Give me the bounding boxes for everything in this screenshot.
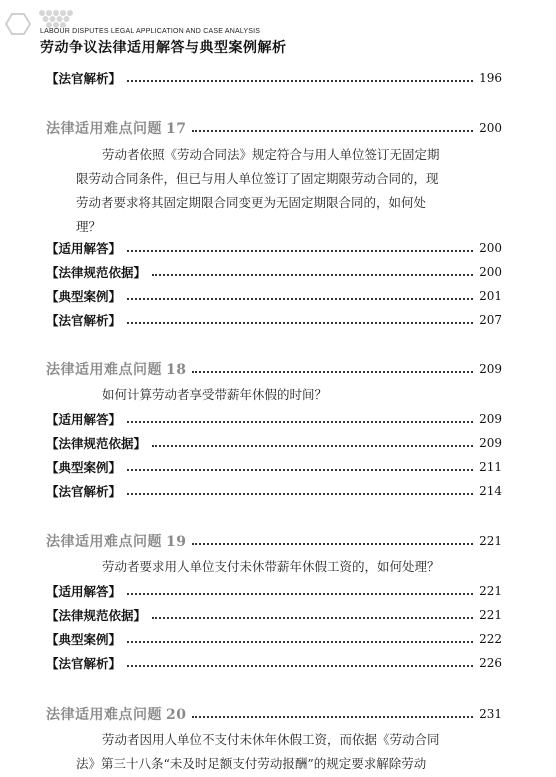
toc-page-number: 207 — [479, 313, 502, 327]
dot-leader — [127, 250, 473, 252]
dot-leader — [152, 274, 473, 276]
question-line: 劳动者要求将其固定期限合同变更为无固定期限合同的，如何处 — [76, 195, 427, 210]
toc-page-number: 231 — [479, 707, 502, 721]
toc-entry-label: 【法律规范依据】 — [46, 436, 147, 451]
toc-entry[interactable] — [46, 581, 502, 601]
section-question — [76, 728, 496, 776]
toc-entry-label: 【法官解析】 — [46, 71, 122, 86]
section-number: 20 — [166, 707, 187, 723]
toc-page-number: 209 — [479, 362, 502, 376]
dot-leader — [127, 80, 473, 82]
toc-entry[interactable] — [46, 605, 502, 625]
toc-entry[interactable] — [46, 68, 502, 88]
toc-entry-label: 【法官解析】 — [46, 656, 122, 671]
section-number: 18 — [166, 362, 187, 378]
header-english-title: LABOUR DISPUTES LEGAL APPLICATION AND CASE ANALYSIS — [40, 28, 261, 35]
toc-entry-label: 【适用解答】 — [46, 241, 122, 256]
toc-page-number: 200 — [479, 241, 502, 255]
toc-page-number: 209 — [479, 412, 502, 426]
dot-leader — [127, 322, 473, 324]
toc-page-number: 200 — [479, 121, 502, 135]
toc-entry[interactable] — [46, 238, 502, 258]
dot-leader — [127, 665, 473, 667]
toc-page-number: 209 — [479, 436, 502, 450]
dot-leader — [127, 641, 473, 643]
section-title: 法律适用难点问题 — [46, 362, 162, 378]
question-line: 理？ — [76, 219, 102, 234]
dot-leader — [127, 469, 473, 471]
toc-entry-label: 【适用解答】 — [46, 412, 122, 427]
toc-section-heading[interactable] — [46, 704, 502, 724]
toc-entry-label: 【法律规范依据】 — [46, 608, 147, 623]
toc-page-number: 196 — [479, 71, 502, 85]
dot-leader — [152, 445, 473, 447]
toc-entry-label: 【法律规范依据】 — [46, 265, 147, 280]
toc-page-number: 222 — [479, 632, 502, 646]
toc-page-number: 201 — [479, 289, 502, 303]
dot-leader — [192, 716, 473, 718]
section-question — [76, 383, 496, 407]
section-title: 法律适用难点问题 — [46, 121, 162, 137]
question-line: 限劳动合同条件，但已与用人单位签订了固定期限劳动合同的，现 — [76, 171, 439, 186]
toc-entry-label: 【法官解析】 — [46, 313, 122, 328]
toc-entry[interactable] — [46, 286, 502, 306]
toc-entry[interactable] — [46, 629, 502, 649]
toc-page-number: 214 — [479, 484, 502, 498]
toc-entry-label: 【典型案例】 — [46, 289, 122, 304]
toc-page-number: 211 — [479, 460, 502, 474]
toc-entry[interactable] — [46, 262, 502, 282]
toc-entry[interactable] — [46, 481, 502, 501]
toc-section-heading[interactable] — [46, 118, 502, 138]
question-line: 劳动者依照《劳动合同法》规定符合与用人单位签订无固定期 — [102, 147, 440, 162]
toc-section-heading[interactable] — [46, 359, 502, 379]
section-question — [76, 143, 496, 239]
dot-leader — [192, 543, 473, 545]
toc-entry-label: 【典型案例】 — [46, 460, 122, 475]
toc-page-number: 221 — [479, 608, 502, 622]
toc-entry[interactable] — [46, 433, 502, 453]
section-title: 法律适用难点问题 — [46, 534, 162, 550]
toc-entry-label: 【法官解析】 — [46, 484, 122, 499]
question-line: 如何计算劳动者享受带薪年休假的时间？ — [102, 387, 328, 402]
toc-entry-label: 【典型案例】 — [46, 632, 122, 647]
toc-entry[interactable] — [46, 653, 502, 673]
toc-entry[interactable] — [46, 310, 502, 330]
header-chinese-title: 劳动争议法律适用解答与典型案例解析 — [40, 40, 287, 56]
dot-leader — [152, 617, 473, 619]
toc-entry[interactable] — [46, 409, 502, 429]
toc-page-number: 221 — [479, 584, 502, 598]
dot-leader — [127, 493, 473, 495]
section-number: 19 — [166, 534, 187, 550]
toc-entry-label: 【适用解答】 — [46, 584, 122, 599]
dot-leader — [127, 421, 473, 423]
section-title: 法律适用难点问题 — [46, 707, 162, 723]
toc-page-number: 200 — [479, 265, 502, 279]
toc-page-number: 226 — [479, 656, 502, 670]
toc-entry[interactable] — [46, 457, 502, 477]
question-line: 法》第三十八条“未及时足额支付劳动报酬”的规定要求解除劳动 — [76, 756, 427, 771]
question-line: 劳动者要求用人单位支付未休带薪年休假工资的，如何处理？ — [102, 559, 440, 574]
section-question — [76, 555, 496, 579]
dot-leader — [127, 298, 473, 300]
dot-leader — [192, 371, 473, 373]
dot-leader — [127, 593, 473, 595]
question-line: 劳动者因用人单位不支付未休年休假工资，而依据《劳动合同 — [102, 732, 440, 747]
section-number: 17 — [166, 121, 187, 137]
dot-leader — [192, 130, 473, 132]
toc-page-number: 221 — [479, 534, 502, 548]
toc-section-heading[interactable] — [46, 531, 502, 551]
